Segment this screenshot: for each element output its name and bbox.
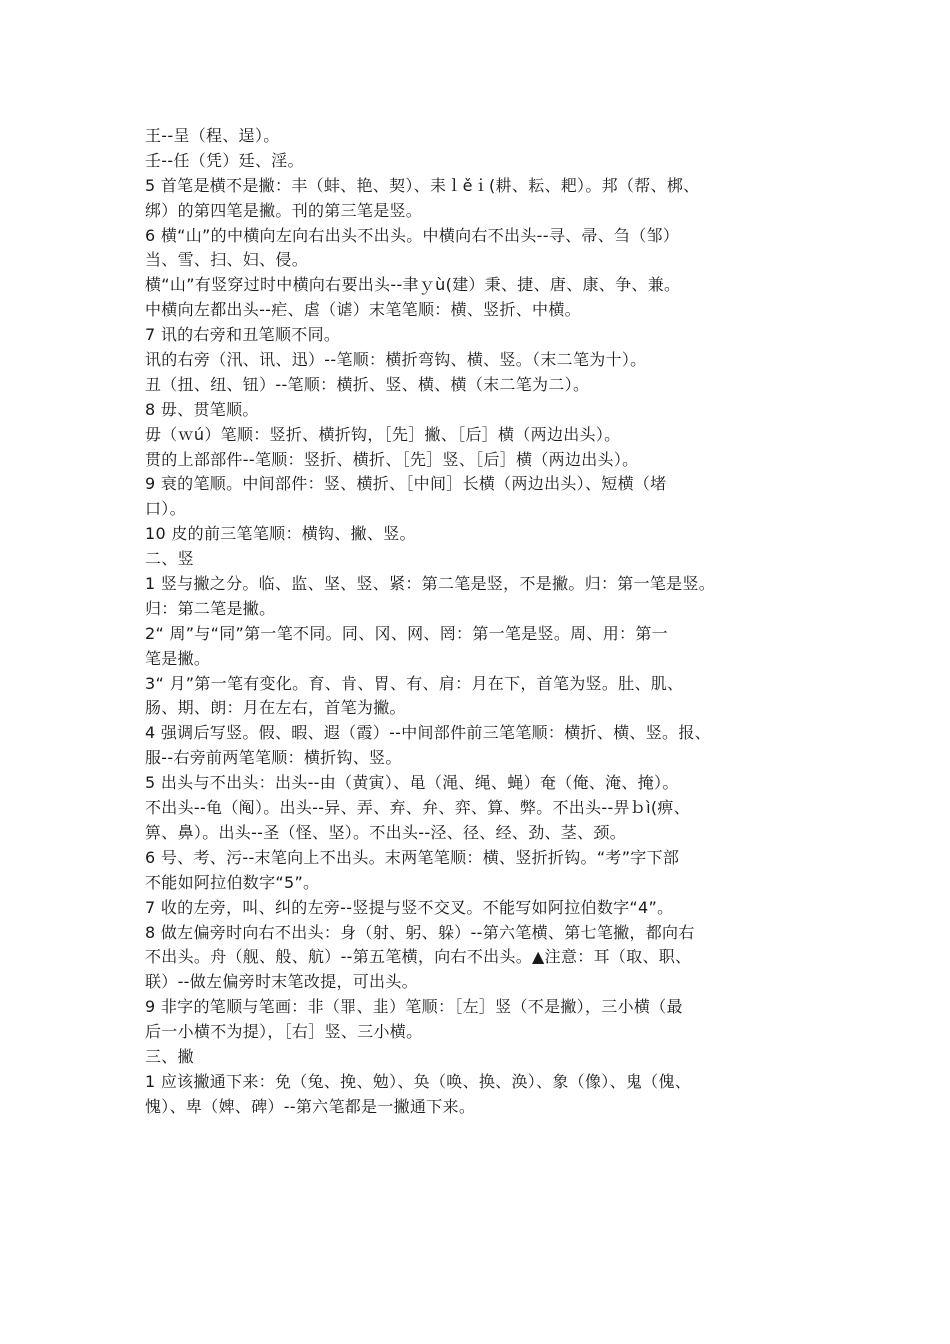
section-heading: 二、竖 [145, 549, 194, 569]
text-line: 不出头。舟（舰、般、航）--第五笔横，向右不出头。▲注意：耳（取、职、 [145, 947, 692, 967]
text-line: 当、雪、扫、妇、侵。 [145, 250, 309, 270]
text-line: 4 强调后写竖。假、暇、遐（霞）--中间部件前三笔笔顺：横折、横、竖。报、 [145, 723, 711, 743]
text-line: 不能如阿拉伯数字“5”。 [145, 872, 320, 892]
text-line: 9 衰的笔顺。中间部件：竖、横折、［中间］长横（两边出头）、短横（堵 [145, 474, 667, 494]
text-line: 口）。 [145, 499, 186, 519]
text-line: 讯的右旁（汛、讯、迅）--笔顺：横折弯钩、横、竖。（末二笔为十）。 [145, 350, 647, 370]
text-line: 10 皮的前三笔笔顺：横钩、撇、竖。 [145, 524, 416, 544]
text-line: 5 出头与不出头：出头--由（黄寅）、黾（渑、绳、蝇）奄（俺、淹、掩）。 [145, 773, 679, 793]
text-line: 3“ 月”第一笔有变化。育、肯、胃、有、肩：月在下，首笔为竖。肚、肌、 [145, 673, 684, 693]
text-line: 丑（扭、纽、钮）--笔顺：横折、竖、横、横（末二笔为二）。 [145, 374, 590, 394]
text-line: 肠、期、朗：月在左右，首笔为撇。 [145, 698, 406, 718]
text-line: 横“山”有竖穿过时中横向右要出头--聿ｙù(建）秉、捷、唐、康、争、兼。 [145, 275, 681, 295]
text-line: 王--呈（程、逞）。 [145, 126, 280, 145]
text-line: 愧）、卑（婢、碑）--第六笔都是一撇通下来。 [145, 1096, 476, 1116]
text-line: 1 竖与撇之分。临、监、坚、竖、紧：第二笔是竖，不是撇。归：第一笔是竖。 [145, 574, 716, 594]
text-line: 2“ 周”与“同”第一笔不同。同、冈、网、罔：第一笔是竖。周、用：第一 [145, 623, 668, 643]
text-line: 箅、鼻）。出头--圣（怪、坚）。不出头--泾、径、经、劲、茎、颈。 [145, 822, 626, 842]
section-heading: 三、撇 [145, 1046, 194, 1066]
document-page [145, 124, 825, 1120]
text-line: 6 横“山”的中横向左向右出头不出头。中横向右不出头--寻、帚、刍（邹） [145, 225, 680, 245]
text-line: 7 收的左旁，叫、纠的左旁--竖提与竖不交叉。不能写如阿拉伯数字“4”。 [145, 897, 674, 917]
text-line: 服--右旁前两笔笔顺：横折钩、竖。 [145, 748, 402, 768]
text-line: 笔是撇。 [145, 648, 211, 668]
text-line: 贯的上部部件--笔顺：竖折、横折、［先］竖、［后］横（两边出头）。 [145, 449, 639, 469]
text-line: 8 毋、贯笔顺。 [145, 399, 259, 419]
text-line: 9 非字的笔顺与笔画：非（罪、韭）笔顺：［左］竖（不是撇），三小横（最 [145, 997, 683, 1017]
text-line: 壬--任（凭）廷、淫。 [145, 150, 304, 170]
text-line: 联）--做左偏旁时末笔改提，可出头。 [145, 972, 418, 992]
text-line: 归：第二笔是撇。 [145, 598, 276, 618]
text-line: 5 首笔是横不是撇：丰（蚌、艳、契）、耒ｌěｉ(耕、耘、耙）。邦（帮、梆、 [145, 175, 700, 195]
text-line: 不出头--龟（阄）。出头--异、弄、弃、弁、弈、算、弊。不出头--畀ｂì(痹、 [145, 798, 691, 818]
text-line: 毋（ｗú）笔顺：竖折、横折钩，［先］撇、［后］横（两边出头）。 [145, 424, 621, 444]
text-line: 后一小横不为提），［右］竖、三小横。 [145, 1022, 423, 1042]
text-line: 7 讯的右旁和丑笔顺不同。 [145, 325, 341, 345]
text-line: 绑）的第四笔是撇。刊的第三笔是竖。 [145, 200, 423, 220]
text-line: 中横向左都出头--疟、虐（谑）末笔笔顺：横、竖折、中横。 [145, 300, 581, 320]
text-line: 1 应该撇通下来：免（兔、挽、勉）、奂（唤、换、涣）、象（像）、鬼（傀、 [145, 1071, 692, 1091]
text-line: 6 号、考、污--末笔向上不出头。末两笔笔顺：横、竖折折钩。“考”字下部 [145, 847, 680, 867]
text-line: 8 做左偏旁时向右不出头：身（射、躬、躲）--第六笔横、第七笔撇，都向右 [145, 922, 695, 942]
